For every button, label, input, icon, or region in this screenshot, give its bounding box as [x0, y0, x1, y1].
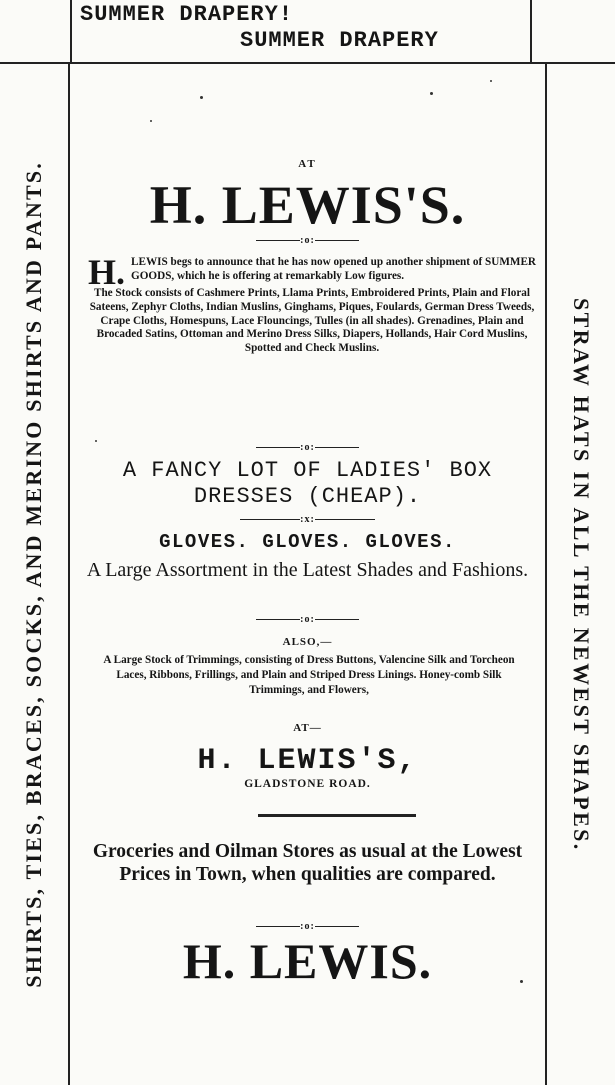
header-line-1: SUMMER DRAPERY!	[80, 2, 294, 27]
divider-3	[70, 515, 545, 525]
assortment-text: A Large Assortment in the Latest Shades and Fashions.	[86, 559, 529, 581]
header-bottom-rule	[0, 62, 615, 64]
divider-1-mark: :o:	[300, 235, 315, 246]
drop-cap: H.	[88, 252, 126, 292]
trimmings-text: A Large Stock of Trimmings, consisting of Dress Buttons, Valencine Silk and Torcheon Laces, Ribbons, Frillings, and Plain and Striped Dress Linings. Honey-comb Silk Trimmings, and Flowers,	[103, 654, 515, 696]
divider-4-mark: :o:	[300, 614, 315, 625]
print-speck	[150, 120, 152, 122]
divider-2-mark: :o:	[300, 442, 315, 453]
header-left-rule	[70, 0, 72, 62]
fancy-dresses-heading: A FANCY LOT OF LADIES' BOX DRESSES (CHEAP).	[122, 458, 493, 509]
print-speck	[430, 92, 433, 95]
intro-paragraph	[88, 252, 536, 356]
at-label-bottom: AT—	[293, 722, 322, 734]
divider-3-mark: :x:	[300, 514, 315, 525]
divider-5-mark: :o:	[300, 921, 315, 932]
stock-list: The Stock consists of Cashmere Prints, Llama Prints, Embroidered Prints, Plain and Floral Sateens, Zephyr Cloths, Indian Muslins, Ginghams, Piques, Foulards, German Dress Tweeds, Crape Cloths, Homespuns, Lace Flouncings, Tulles (in all shades). Grenadines, Plain and Brocaded Satins, Ottoman and Merino Dress Silks, Diapers, Hollands, Hair Cord Muslins, Spotted and Check Muslins.	[89, 287, 535, 355]
at-label-top: AT	[298, 158, 317, 170]
right-strip	[547, 64, 615, 1085]
address: GLADSTONE ROAD.	[244, 778, 371, 790]
intro-first-text: LEWIS begs to announce that he has now opened up another shipment of SUMMER GOODS, which he is offering at remarkably Low figures.	[131, 256, 536, 282]
header-right-rule	[530, 0, 532, 62]
divider-2	[70, 443, 545, 453]
left-strip	[0, 64, 68, 1085]
header-line-2: SUMMER DRAPERY	[240, 28, 439, 53]
also-label: ALSO,—	[282, 636, 333, 648]
divider-1	[70, 236, 545, 246]
gloves-heading: GLOVES. GLOVES. GLOVES.	[159, 531, 456, 553]
thick-divider	[258, 814, 416, 817]
footer-title: H. LEWIS.	[182, 933, 433, 989]
secondary-title: H. LEWIS'S,	[197, 744, 418, 778]
print-speck	[95, 440, 97, 442]
print-speck	[200, 96, 203, 99]
divider-5	[70, 922, 545, 932]
right-strip-text: STRAW HATS IN ALL THE NEWEST SHAPES.	[569, 297, 594, 852]
print-speck	[520, 980, 523, 983]
left-strip-text: SHIRTS, TIES, BRACES, SOCKS, AND MERINO SHIRTS AND PANTS.	[21, 161, 46, 988]
print-speck	[490, 80, 492, 82]
divider-4	[70, 615, 545, 625]
main-title: H. LEWIS'S.	[149, 175, 466, 235]
groceries-text: Groceries and Oilman Stores as usual at the Lowest Prices in Town, when qualities are compared.	[92, 841, 523, 885]
